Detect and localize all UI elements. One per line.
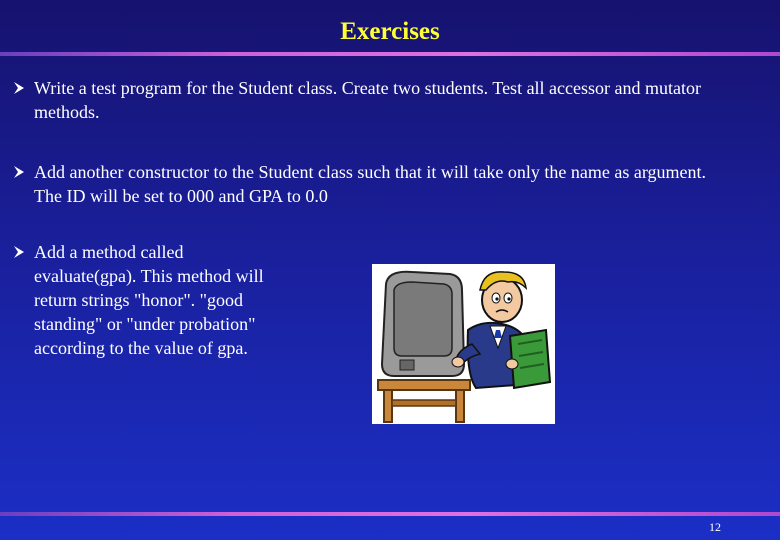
page-number: 12 [709, 520, 721, 534]
clipart-drawing [372, 264, 555, 424]
arrowhead-bullet-icon [12, 81, 26, 95]
bullet-text: Add another constructor to the Student class such that it will take only the name as argument. The ID will be set to 000 and GPA to 0.0 [34, 162, 707, 206]
arrowhead-bullet-icon [12, 245, 26, 259]
footer-divider [0, 512, 780, 516]
title-divider [0, 52, 780, 56]
bullet-text: Write a test program for the Student class. Create two students. Test all accessor and mutator methods. [34, 78, 701, 122]
arrowhead-bullet-icon [12, 165, 26, 179]
bullet-text: Add a method called evaluate(gpa). This method will return strings "honor". "good standing" or "under probation" according to the value of gpa. [34, 242, 264, 358]
slide-title: Exercises [340, 18, 440, 45]
student-at-computer-clipart [372, 264, 555, 424]
